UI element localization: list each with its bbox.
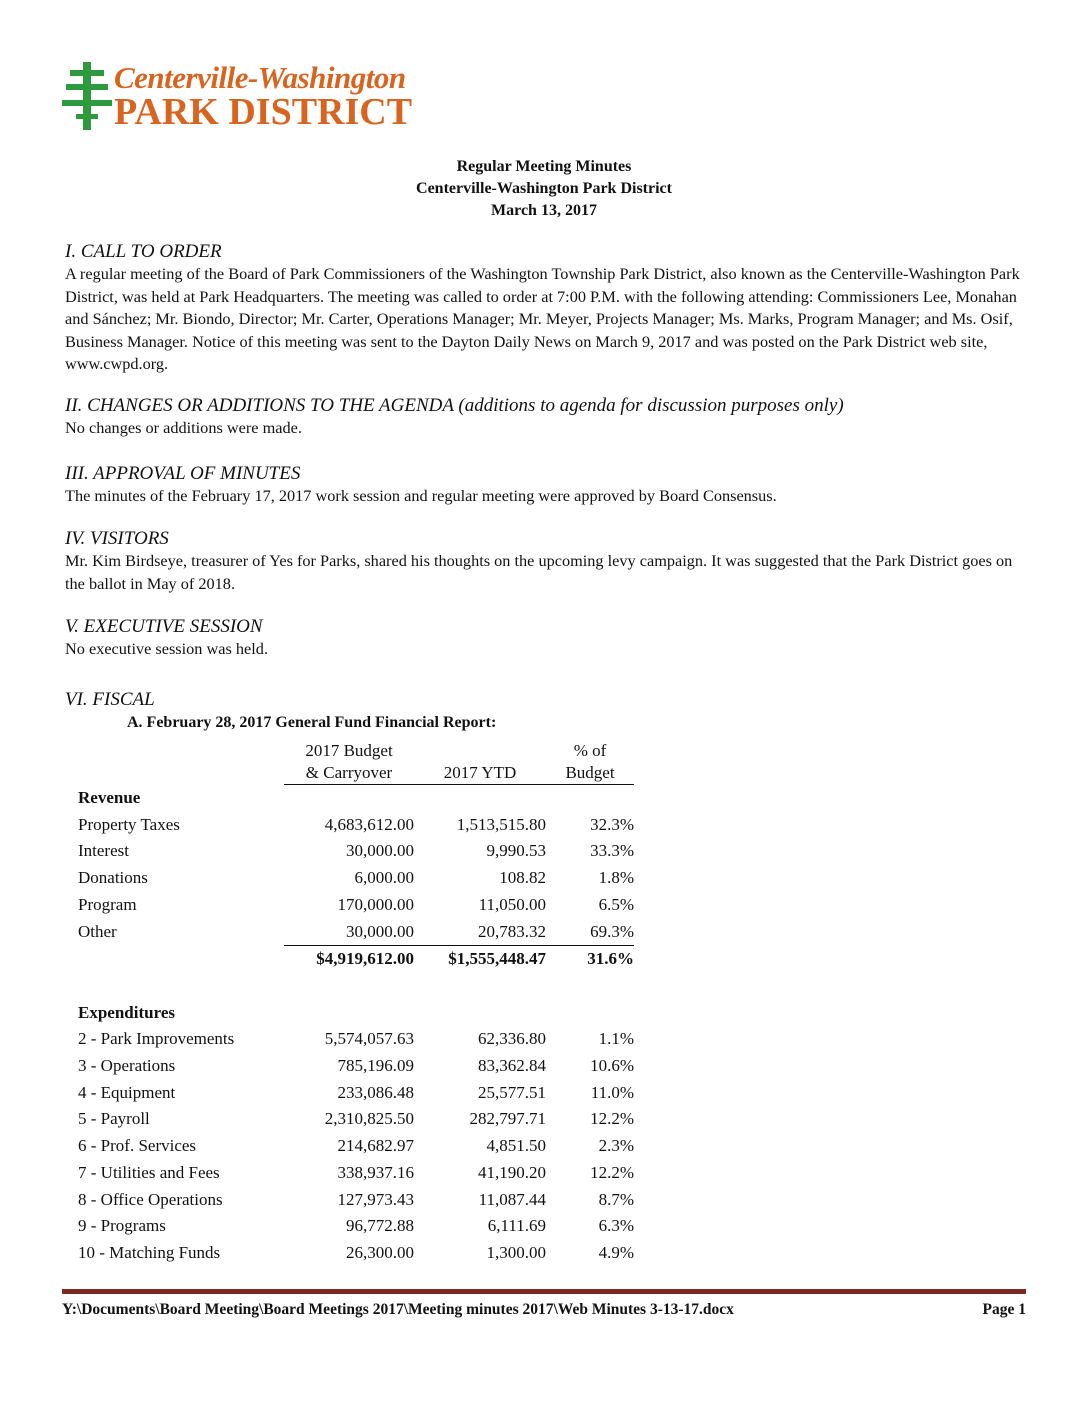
table-row	[78, 919, 634, 946]
ytd-value: 11,087.44	[478, 1189, 546, 1209]
column-header-budget: & Carryover	[284, 762, 414, 785]
section-body: The minutes of the February 17, 2017 work session and regular meeting were approved by Board Consensus.	[65, 486, 777, 505]
section-title: IV. VISITORS	[65, 528, 169, 549]
expenditure-rows	[78, 1026, 634, 1266]
revenue-rows	[78, 812, 634, 946]
ytd-value: 83,362.84	[478, 1056, 546, 1075]
revenue-total-row	[78, 946, 634, 973]
budget-value: 127,973.43	[337, 1189, 414, 1209]
budget-value: 214,682.97	[337, 1136, 414, 1156]
table-row	[78, 892, 634, 919]
percent-value: 1.8%	[598, 868, 634, 888]
expenditures-heading: Expenditures	[78, 1002, 175, 1022]
ytd-value: 6,111.69	[487, 1216, 546, 1236]
ytd-value: 25,577.51	[478, 1082, 546, 1102]
page-number: Page 1	[982, 1301, 1026, 1318]
table-row	[78, 812, 634, 839]
column-header-budget: 2017 Budget	[305, 741, 393, 760]
percent-value: 12.2%	[590, 1162, 634, 1182]
revenue-total-ytd: $1,555,448.47	[448, 949, 546, 969]
logo-line2: PARK DISTRICT	[114, 91, 413, 133]
table-row	[78, 1240, 634, 1267]
ytd-value: 20,783.32	[414, 919, 546, 946]
revenue-total-pct: 31.6%	[587, 949, 634, 969]
column-header-percent: Budget	[546, 762, 634, 785]
section-title: V. EXECUTIVE SESSION	[65, 616, 263, 637]
budget-value: 6,000.00	[354, 868, 414, 888]
percent-value: 32.3%	[590, 814, 634, 834]
budget-value: 30,000.00	[346, 841, 414, 861]
budget-value: 30,000.00	[284, 919, 414, 946]
revenue-heading: Revenue	[78, 787, 141, 807]
section-executive	[65, 616, 1025, 661]
ytd-value: 9,990.53	[486, 841, 546, 861]
section-call-to-order	[65, 241, 1025, 376]
ytd-value: 1,300.00	[486, 1242, 546, 1262]
section-body: A regular meeting of the Board of Park Commissioners of the Washington Township Park District, also known as the Centerville-Washington Park District, was held at Park Headquarters. The meeting was called to order at 7:00 P.M. with the following attending: Commissioners Lee, Monahan and Sánchez; Mr. Biondo, Director; Mr. Carter, Operations Manager; Mr. Meyer, Projects Manager; Ms. Marks, Program Manager; and Ms. Osif, Business Manager. Notice of this meeting was sent to the Dayton Daily News on March 9, 2017 and was posted on the Park District web site, www.cwpd.org.	[65, 264, 1020, 374]
table-row	[78, 785, 634, 812]
section-title: III. APPROVAL OF MINUTES	[65, 463, 301, 484]
row-label: 7 - Utilities and Fees	[78, 1162, 220, 1182]
financial-report-title: A. February 28, 2017 General Fund Financial Report:	[127, 714, 497, 731]
document-header	[0, 156, 1088, 222]
budget-value: 4,683,612.00	[324, 814, 414, 834]
file-path: Y:\Documents\Board Meeting\Board Meetings 2017\Meeting minutes 2017\Web Minutes 3-13-17.docx	[62, 1301, 734, 1318]
budget-value: 170,000.00	[337, 894, 414, 914]
pine-tree-icon	[62, 62, 112, 130]
ytd-value: 11,050.00	[478, 894, 546, 914]
row-label: 6 - Prof. Services	[78, 1136, 197, 1156]
park-district-logo	[62, 60, 422, 132]
row-label: Program	[78, 894, 137, 914]
table-row	[78, 1187, 634, 1214]
table-row	[78, 1000, 634, 1027]
financial-report-table	[78, 740, 634, 1267]
budget-value: 338,937.16	[337, 1162, 414, 1182]
budget-value: 26,300.00	[346, 1242, 414, 1262]
ytd-value: 282,797.71	[469, 1109, 546, 1129]
ytd-value: 62,336.80	[478, 1029, 546, 1049]
row-label: 5 - Payroll	[78, 1109, 150, 1129]
percent-value: 11.0%	[590, 1082, 634, 1102]
percent-value: 69.3%	[546, 919, 634, 946]
logo-line1: Centerville-Washington	[114, 60, 406, 95]
budget-value: 2,310,825.50	[324, 1109, 414, 1129]
percent-value: 4.9%	[598, 1242, 634, 1262]
percent-value: 1.1%	[598, 1029, 634, 1049]
table-header-row	[78, 762, 634, 785]
header-date: March 13, 2017	[491, 202, 597, 219]
row-label: Donations	[78, 868, 148, 888]
percent-value: 10.6%	[590, 1056, 634, 1075]
row-label: Interest	[78, 841, 129, 861]
table-row	[78, 1053, 634, 1080]
section-approval	[65, 463, 1025, 508]
row-label: 2 - Park Improvements	[78, 1029, 235, 1049]
percent-value: 6.3%	[598, 1216, 634, 1236]
section-visitors	[65, 528, 1025, 595]
section-body: Mr. Kim Birdseye, treasurer of Yes for Parks, shared his thoughts on the upcoming levy campaign. It was suggested that the Park District goes on the ballot in May of 2018.	[65, 551, 1013, 593]
section-body: No executive session was held.	[65, 639, 269, 658]
ytd-value: 1,513,515.80	[456, 814, 546, 834]
percent-value: 2.3%	[598, 1136, 634, 1156]
spacer-row	[78, 973, 634, 1000]
section-title: I. CALL TO ORDER	[65, 241, 222, 262]
row-label: 4 - Equipment	[78, 1082, 176, 1102]
table-row	[78, 838, 634, 865]
ytd-value: 41,190.20	[478, 1162, 546, 1182]
row-label: Other	[78, 921, 117, 941]
header-title: Regular Meeting Minutes	[456, 158, 632, 175]
percent-value: 6.5%	[598, 894, 634, 914]
column-header-percent: % of	[573, 741, 607, 760]
row-label: 10 - Matching Funds	[78, 1242, 221, 1262]
section-title: II. CHANGES OR ADDITIONS TO THE AGENDA (additions to agenda for discussion purposes only)	[65, 395, 844, 416]
table-row	[78, 1080, 634, 1107]
table-header-row	[78, 740, 634, 762]
section-body: No changes or additions were made.	[65, 418, 302, 437]
row-label: 3 - Operations	[78, 1056, 176, 1075]
table-row	[78, 1026, 634, 1053]
budget-value: 5,574,057.63	[324, 1029, 414, 1049]
percent-value: 12.2%	[590, 1109, 634, 1129]
table-row	[78, 1133, 634, 1160]
ytd-value: 4,851.50	[486, 1136, 546, 1156]
row-label: 8 - Office Operations	[78, 1189, 223, 1209]
table-row	[78, 865, 634, 892]
section-fiscal	[65, 689, 1025, 711]
percent-value: 8.7%	[598, 1189, 634, 1209]
budget-value: 785,196.09	[337, 1056, 414, 1075]
budget-value: 233,086.48	[337, 1082, 414, 1102]
footer-divider	[62, 1289, 1026, 1294]
header-organization: Centerville-Washington Park District	[416, 180, 672, 197]
table-row	[78, 1160, 634, 1187]
column-header-ytd: 2017 YTD	[414, 762, 546, 785]
section-title: VI. FISCAL	[65, 689, 155, 710]
table-row	[78, 1213, 634, 1240]
budget-value: 96,772.88	[346, 1216, 414, 1236]
row-label: 9 - Programs	[78, 1216, 166, 1236]
percent-value: 33.3%	[590, 841, 634, 861]
ytd-value: 108.82	[499, 868, 546, 888]
row-label: Property Taxes	[78, 814, 180, 834]
section-changes	[65, 395, 1025, 440]
table-row	[78, 1106, 634, 1133]
revenue-total-budget: $4,919,612.00	[316, 949, 414, 969]
